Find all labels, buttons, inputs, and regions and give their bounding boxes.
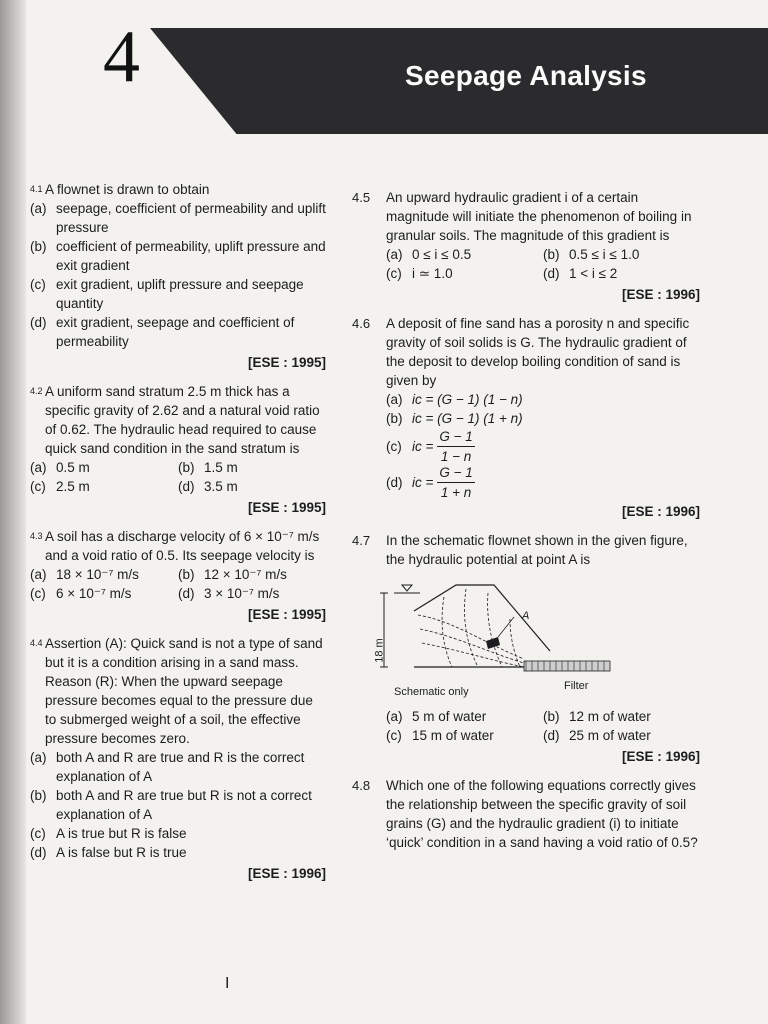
option-d: (d) 25 m of water — [543, 728, 651, 743]
chapter-title: Seepage Analysis — [405, 60, 647, 91]
page-gutter-shadow — [0, 0, 26, 1024]
option-c: (c) 15 m of water — [386, 728, 494, 743]
options-grid — [386, 245, 700, 283]
question-4-2 — [30, 382, 326, 517]
question-4-5 — [352, 188, 700, 304]
option-a: (a) 18 × 10⁻⁷ m/s — [30, 567, 139, 582]
assertion-text: Assertion (A): Quick sand is not a type of sand but it is a condition arising in a sand mass. — [45, 636, 323, 670]
option-d: (d) 3.5 m — [178, 479, 238, 494]
question-number: 4.1 — [30, 184, 43, 194]
option-b: (b) ic = (G − 1) (1 + n) — [386, 411, 523, 426]
question-text: An upward hydraulic gradient i of a certain magnitude will initiate the phenomenon of boiling in granular soils. The magnitude of this gradient is — [386, 190, 692, 243]
question-4-6 — [352, 314, 700, 521]
question-number: 4.5 — [352, 190, 371, 205]
question-4-1 — [30, 180, 326, 372]
question-number: 4.6 — [352, 316, 371, 331]
options-grid — [386, 707, 700, 745]
filter-label: Filter — [564, 680, 589, 692]
question-4-8 — [352, 776, 700, 852]
fraction: $\frac{G - 1}{1 + n}$ — [439, 464, 473, 500]
option-d: (d) 3 × 10⁻⁷ m/s — [178, 586, 280, 601]
option-b: (b) 0.5 ≤ i ≤ 1.0 — [543, 247, 640, 262]
page-footer-mark: I — [225, 975, 230, 992]
option-c: (c) i ≃ 1.0 — [386, 266, 453, 281]
option-a: (a) seepage, coefficient of permeability and uplift pressure — [30, 201, 326, 235]
options-grid — [30, 565, 326, 603]
option-a: (a) ic = (G − 1) (1 − n) — [386, 392, 523, 407]
question-text: A soil has a discharge velocity of 6 × 10⁻⁷ m/s and a void ratio of 0.5. Its seepage velocity is — [45, 529, 320, 563]
option-d: (d) 1 < i ≤ 2 — [543, 266, 618, 281]
question-4-7 — [352, 531, 700, 766]
exam-reference: [ESE : 1995] — [247, 607, 326, 622]
right-column — [352, 188, 700, 862]
option-b: (b) coefficient of permeability, uplift pressure and exit gradient — [30, 239, 326, 273]
question-number: 4.3 — [30, 531, 43, 541]
question-text: A deposit of fine sand has a porosity n and specific gravity of soil solids is G. The hydraulic gradient of the deposit to develop boiling condition of sand is given by — [386, 316, 690, 388]
option-b: (b) 12 m of water — [543, 709, 651, 724]
question-number: 4.4 — [30, 638, 43, 648]
option-a: (a) 0.5 m — [30, 460, 90, 475]
question-text: A flownet is drawn to obtain — [45, 182, 210, 197]
option-c: (c) ic = $\frac{G - 1}{1 - n}$ — [386, 428, 473, 464]
left-column — [30, 180, 326, 893]
option-c: (c) exit gradient, uplift pressure and seepage quantity — [30, 277, 304, 311]
exam-reference: [ESE : 1996] — [621, 749, 700, 764]
flownet-figure — [374, 581, 614, 701]
option-a: (a) both A and R are true and R is the correct explanation of A — [30, 750, 305, 784]
option-d: (d) ic = $\frac{G - 1}{1 + n}$ — [386, 464, 473, 500]
question-number: 4.2 — [30, 386, 43, 396]
reason-text: Reason (R): When the upward seepage pressure becomes equal to the pressure due to submerged weight of a soil, the effective pressure becomes zero. — [45, 674, 313, 746]
question-4-3 — [30, 527, 326, 624]
question-text: A uniform sand stratum 2.5 m thick has a specific gravity of 2.62 and a natural void ratio of 0.62. The hydraulic head required to cause quick sand condition in the sand stratum is — [45, 384, 320, 456]
fraction: $\frac{G - 1}{1 - n}$ — [439, 428, 473, 464]
exam-reference: [ESE : 1995] — [247, 500, 326, 515]
exam-reference: [ESE : 1996] — [621, 287, 700, 302]
option-c: (c) 6 × 10⁻⁷ m/s — [30, 586, 132, 601]
option-c: (c) 2.5 m — [30, 479, 90, 494]
dimension-label: 18 m — [373, 638, 386, 663]
question-4-4 — [30, 634, 326, 883]
option-c: (c) A is true but R is false — [30, 826, 187, 841]
option-d: (d) A is false but R is true — [30, 845, 187, 860]
question-number: 4.8 — [352, 778, 371, 793]
option-d: (d) exit gradient, seepage and coefficient of permeability — [30, 315, 295, 349]
option-b: (b) both A and R are true but R is not a correct explanation of A — [30, 788, 312, 822]
option-b: (b) 12 × 10⁻⁷ m/s — [178, 567, 287, 582]
figure-caption: Schematic only — [394, 686, 469, 698]
option-b: (b) 1.5 m — [178, 460, 238, 475]
question-number: 4.7 — [352, 533, 371, 548]
exam-reference: [ESE : 1996] — [621, 504, 700, 519]
question-text: Which one of the following equations correctly gives the relationship between the specific gravity of soil grains (G) and the hydraulic gradient (i) to initiate ‘quick’ condition in a sand having a void ratio of 0.5? — [386, 778, 698, 850]
chapter-number: 4 — [103, 16, 140, 98]
point-label: A — [522, 610, 530, 622]
exam-reference: [ESE : 1996] — [247, 866, 326, 881]
options-grid — [30, 458, 326, 496]
option-a: (a) 5 m of water — [386, 709, 487, 724]
question-text: In the schematic flownet shown in the given figure, the hydraulic potential at point A is — [386, 533, 688, 567]
option-a: (a) 0 ≤ i ≤ 0.5 — [386, 247, 472, 262]
exam-reference: [ESE : 1995] — [247, 355, 326, 370]
